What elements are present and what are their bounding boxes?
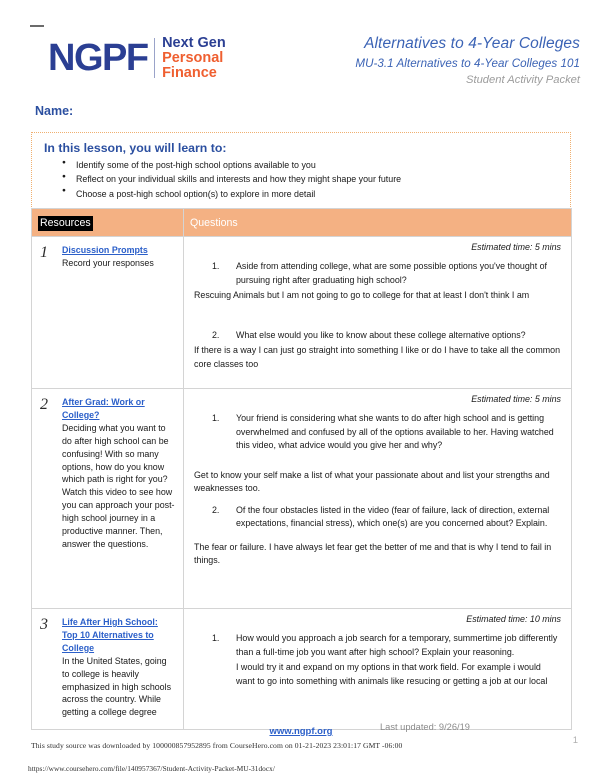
question-number: 1. xyxy=(212,633,220,643)
question-number: 2. xyxy=(212,329,220,340)
question-item xyxy=(194,329,561,343)
question-number: 2. xyxy=(212,504,220,515)
logo-line-2: Personal xyxy=(162,49,224,66)
lesson-objectives-box xyxy=(31,132,571,211)
student-answer-wrap xyxy=(194,661,561,688)
page-title: Alternatives to 4-Year Colleges xyxy=(364,35,580,52)
column-header-resources-label: Resources xyxy=(40,217,91,229)
question-item xyxy=(194,412,561,453)
question-text: How would you approach a job search for a temporary, summertime job differently than a full-time job you want after high school? Explain your reasoning. xyxy=(236,633,558,657)
name-field-label: Name: xyxy=(35,104,74,118)
question-text: What else would you like to know about these college alternative options? xyxy=(236,329,526,340)
coursehero-source-url: https://www.coursehero.com/file/140957367/Student-Activity-Packet-MU-31docx/ xyxy=(28,764,275,773)
student-answer[interactable]: Rescuing Animals but I am not going to go to college for that at least I don't think I am xyxy=(194,290,530,301)
resource-link[interactable]: After Grad: Work or College? xyxy=(62,397,145,420)
question-text: Your friend is considering what she wants to do after high school and is getting overwhelmed and confused by all of the options available to her. Having watched this video, what advice would you give her and why? xyxy=(236,413,554,451)
student-answer[interactable]: Get to know your self make a list of what your passionate about and list your strengths and weaknesses too. xyxy=(194,469,550,494)
question-number: 1. xyxy=(212,261,220,271)
question-text: Aside from attending college, what are some possible options you've thought of pursuing right after graduating high school? xyxy=(236,261,548,285)
table-row xyxy=(32,389,572,609)
logo-acronym: NGPF xyxy=(48,37,148,80)
table-row xyxy=(32,609,572,730)
estimated-time: Estimated time: 10 mins xyxy=(466,614,561,624)
page-subtitle: MU-3.1 Alternatives to 4-Year Colleges 101 xyxy=(355,56,580,70)
student-answer[interactable]: If there is a way I can just go straight into something I like or do I have to take all the common core classes too xyxy=(194,345,561,369)
student-answer[interactable]: I would try it and expand on my options in that work field. For example i would want to go into something with animals like resucing or getting a job at our local xyxy=(236,662,548,686)
page-number: 1 xyxy=(572,735,578,746)
table-header-row xyxy=(32,209,572,237)
question-item xyxy=(194,632,561,659)
coursehero-download-notice: This study source was downloaded by 100000857952895 from CourseHero.com on 01-21-2023 23:01:17 GMT -06:00 xyxy=(31,741,403,750)
document-header xyxy=(30,34,580,96)
ngpf-logo xyxy=(48,36,226,80)
footer-site-link[interactable]: www.ngpf.org xyxy=(269,726,333,737)
resource-description: Deciding what you want to do after high school can be confusing! With so many options, how do you know which path is right for you? Watch this video to see how you can approach your post-high school journey in a productive manner. Then, answer the questions. xyxy=(62,422,175,549)
question-item xyxy=(194,504,561,531)
question-text: Of the four obstacles listed in the video (fear of failure, lack of direction, external expectations, financial stress), which one(s) are you concerned about? Explain. xyxy=(236,504,550,529)
footer-site-link-wrap xyxy=(0,721,602,739)
resource-cell xyxy=(32,609,184,730)
footer-last-updated: Last updated: 9/26/19 xyxy=(380,722,470,732)
row-number: 2 xyxy=(40,396,48,413)
packet-type-label: Student Activity Packet xyxy=(466,74,580,87)
list-item: ● Identify some of the post-high school options available to you xyxy=(44,158,560,172)
logo-line-1: Next Gen xyxy=(162,35,226,51)
estimated-time: Estimated time: 5 mins xyxy=(471,394,561,404)
questions-cell xyxy=(184,389,572,609)
resource-description: Record your responses xyxy=(62,257,154,268)
list-item: ● Choose a post-high school option(s) to explore in more detail xyxy=(44,187,560,201)
column-header-questions-label: Questions xyxy=(190,217,238,229)
resource-cell xyxy=(32,389,184,609)
questions-cell xyxy=(184,237,572,389)
questions-cell xyxy=(184,609,572,730)
resource-cell xyxy=(32,237,184,389)
header-titles xyxy=(355,34,580,90)
objectives-title: In this lesson, you will learn to: xyxy=(44,141,227,155)
logo-line-3: Finance xyxy=(162,64,217,81)
column-header-questions xyxy=(184,209,572,237)
resource-link[interactable]: Life After High School: Top 10 Alternatives to College xyxy=(62,617,158,653)
list-item: ● Reflect on your individual skills and interests and how they might shape your future xyxy=(44,172,560,186)
question-number: 1. xyxy=(212,413,220,423)
page-crop-mark xyxy=(30,25,44,27)
table-row xyxy=(32,237,572,389)
logo-wordmark xyxy=(162,36,226,80)
logo-divider xyxy=(154,38,156,78)
row-number: 3 xyxy=(40,616,48,633)
resource-link[interactable]: Discussion Prompts xyxy=(62,245,148,255)
student-answer[interactable]: The fear or failure. I have always let fear get the better of me and that is why I tend to fail in things. xyxy=(194,541,552,566)
resource-description: In the United States, going to college is heavily emphasized in high schools across the country. While getting a college degree xyxy=(62,655,172,718)
row-number: 1 xyxy=(40,244,48,261)
column-header-resources xyxy=(32,209,184,237)
activity-table xyxy=(31,208,572,730)
question-item xyxy=(194,260,561,287)
objectives-list xyxy=(44,158,560,201)
estimated-time: Estimated time: 5 mins xyxy=(471,242,561,252)
